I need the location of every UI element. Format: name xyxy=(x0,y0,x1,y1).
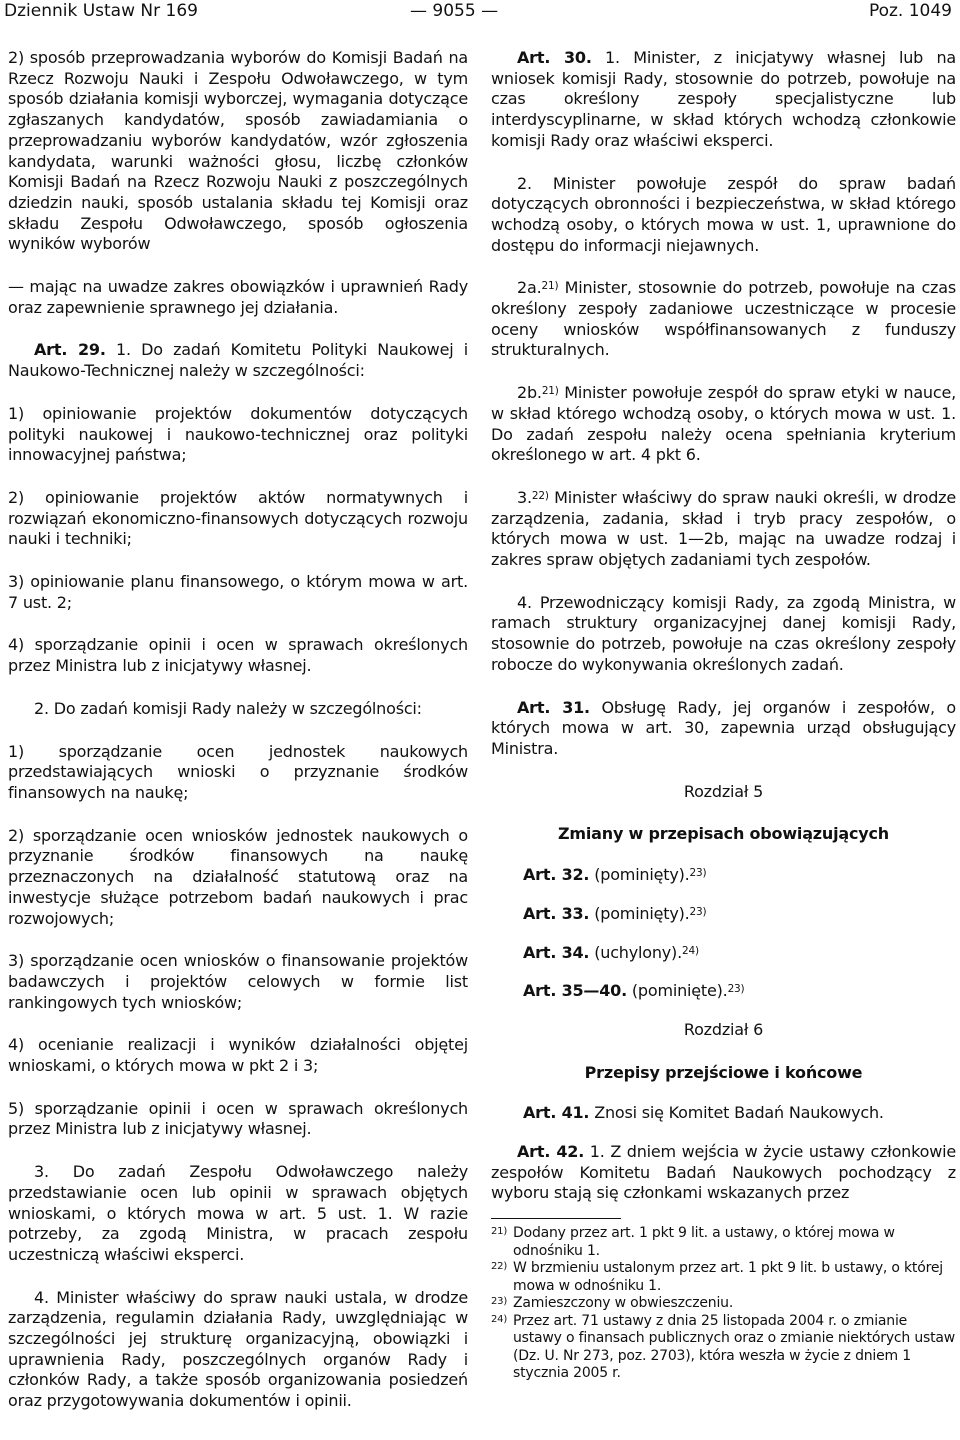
footnote-ref: 24) xyxy=(681,944,699,957)
article-31 xyxy=(491,698,956,760)
article-text: (uchylony). xyxy=(589,942,682,962)
article-41 xyxy=(523,1103,956,1124)
footnote xyxy=(491,1295,956,1313)
footnote xyxy=(491,1260,956,1295)
footnote-number: 21) xyxy=(491,1226,508,1238)
chapter-title: Zmiany w przepisach obowiązujących xyxy=(558,824,889,844)
article-text: Znosi się Komitet Badań Naukowych. xyxy=(589,1103,884,1123)
article-number: Art. 35—40. xyxy=(523,981,627,1001)
article-text: (pominięte). xyxy=(626,981,728,1001)
footnote-ref: 23) xyxy=(727,983,745,996)
footnote xyxy=(491,1225,956,1260)
footnote-ref: 21) xyxy=(541,385,559,398)
article-number: Art. 34. xyxy=(523,942,590,962)
paragraph: 2. Do zadań komisji Rady należy w szczególności: xyxy=(34,698,422,718)
list-item: 1) sporządzanie ocen jednostek naukowych przedstawiających wnioski o przyznanie środków finansowych na naukę; xyxy=(8,741,468,802)
paragraph-number: 2b. xyxy=(517,383,542,403)
footnote-ref: 21) xyxy=(541,280,559,293)
footnote-divider xyxy=(491,1218,621,1219)
article-text: Obsługę Rady, jej organów i zespołów, o których mowa w art. 30, zapewnia urząd obsługujący Ministra. xyxy=(491,697,956,758)
article-33 xyxy=(523,904,956,925)
list-item: 4) ocenianie realizacji i wyników działalności objętej wnioskami, o których mowa w pkt 2 i 3; xyxy=(8,1035,468,1076)
footnote-number: 22) xyxy=(491,1261,508,1273)
article-35-40 xyxy=(523,981,956,1002)
article-number: Art. 31. xyxy=(517,697,590,717)
article-number: Art. 41. xyxy=(523,1103,590,1123)
paragraph-text: Minister, stosownie do potrzeb, powołuje na czas określony zespoły zadaniowe uczestniczące w procesie oceny wniosków współfinansowanych z funduszy strukturalnych. xyxy=(491,278,956,360)
article-text: (pominięty). xyxy=(589,903,690,923)
article-30 xyxy=(491,48,956,152)
article-text: 1. Minister, z inicjatywy własnej lub na wniosek komisji Rady, stosownie do potrzeb, powołuje na czas określony zespoły specjalistyczne lub interdyscyplinarne, w skład których wchodzą członkowie komisji Rady oraz właściwi eksperci. xyxy=(491,48,956,150)
paragraph-text: Minister właściwy do spraw nauki określi, w drodze zarządzenia, zadania, skład i tryb pracy zespołów, o których mowa w ust. 1—2b, mając na uwadze rodzaj i zakres spraw objętych zadaniami tych zespołów. xyxy=(491,487,956,570)
paragraph-2b xyxy=(491,383,956,466)
chapter-title: Przepisy przejściowe i końcowe xyxy=(584,1062,863,1082)
paragraph: 2. Minister powołuje zespół do spraw badań dotyczących obronności i bezpieczeństwa, w skład którego wchodzą osoby, o których mowa w ust. 1, uprawnione do dostępu do informacji niejawnych. xyxy=(491,173,956,255)
list-item: 3) opiniowanie planu finansowego, o którym mowa w art. 7 ust. 2; xyxy=(8,572,468,612)
page-header xyxy=(0,0,960,32)
paragraph-3 xyxy=(491,488,956,571)
article-number: Art. 33. xyxy=(523,903,590,923)
paragraph-number: 2a. xyxy=(517,278,542,298)
footnote-ref: 23) xyxy=(689,905,707,918)
list-item: 5) sporządzanie opinii i ocen w sprawach określonych przez Ministra lub z inicjatywy własnej. xyxy=(8,1098,468,1139)
list-item: 4) sporządzanie opinii i ocen w sprawach określonych przez Ministra lub z inicjatywy własnej. xyxy=(8,635,468,676)
footnote-number: 23) xyxy=(491,1296,508,1308)
article-number: Art. 32. xyxy=(523,865,590,885)
right-column xyxy=(491,48,956,1383)
article-number: Art. 29. xyxy=(34,340,106,360)
footnote-ref: 23) xyxy=(689,867,707,880)
footnote xyxy=(491,1313,956,1383)
list-item: 1) opiniowanie projektów dokumentów dotyczących polityki naukowej i naukowo-technicznej oraz polityki innowacyjnej państwa; xyxy=(8,403,468,465)
footnote-text: Zamieszczony w obwieszczeniu. xyxy=(513,1295,734,1312)
chapter-number: Rozdział 5 xyxy=(683,781,764,801)
article-29 xyxy=(8,340,468,381)
footnote-text: Dodany przez art. 1 pkt 9 lit. a ustawy, o której mowa w odnośniku 1. xyxy=(513,1225,895,1259)
article-text: 1. Z dniem wejścia w życie ustawy członkowie zespołów Komitetu Badań Naukowych pochodzący z wyboru stają się członkami wskazanych przez xyxy=(491,1142,956,1203)
list-item: 3) sporządzanie ocen wniosków o finansowanie projektów badawczych i projektów celowych w formie list rankingowych tych wniosków; xyxy=(8,951,468,1012)
footnote-number: 24) xyxy=(491,1313,508,1325)
paragraph-text: Minister powołuje zespół do spraw etyki w nauce, w skład którego wchodzą osoby, o których mowa w ust. 1. Do zadań zespołu należy ocena spełniania kryterium określonego w art. 4 pkt 6. xyxy=(491,383,956,465)
article-42 xyxy=(491,1142,956,1204)
paragraph: — mając na uwadze zakres obowiązków i uprawnień Rady oraz zapewnienie sprawnego jej działania. xyxy=(8,277,468,317)
position-number: Poz. 1049 xyxy=(868,1,952,21)
paragraph: 4. Przewodniczący komisji Rady, za zgodą Ministra, w ramach struktury organizacyjnej danej komisji Rady, stosownie do potrzeb, powołuje na czas określony zespoły robocze do wykonywania określonych zadań. xyxy=(491,592,956,674)
article-text: 1. Do zadań Komitetu Polityki Naukowej i Naukowo-Technicznej należy w szczególności: xyxy=(8,340,468,381)
article-text: (pominięty). xyxy=(589,865,690,885)
chapter-number: Rozdział 6 xyxy=(683,1019,764,1039)
footnote-ref: 22) xyxy=(531,489,549,502)
article-34 xyxy=(523,943,956,964)
footnote-text: W brzmieniu ustalonym przez art. 1 pkt 9 lit. b ustawy, o której mowa w odnośniku 1. xyxy=(513,1260,943,1294)
paragraph: 4. Minister właściwy do spraw nauki ustala, w drodze zarządzenia, regulamin działania Rady, uwzględniając w szczególności jej strukturę organizacyjną, obowiązki i uprawnienia Rady, poszczególnych organów Rady i członków Rady, a także sposób organizowania posiedzeń oraz przygotowywania dokumentów i opinii. xyxy=(8,1287,468,1411)
list-item: 2) sporządzanie ocen wniosków jednostek naukowych o przyznanie środków finansowych na naukę przeznaczonych na działalność statutową oraz na inwestycje służące potrzebom badań naukowych i prac rozwojowych; xyxy=(8,825,468,928)
journal-title: Dziennik Ustaw Nr 169 xyxy=(4,1,198,21)
paragraph-number: 3. xyxy=(517,487,532,507)
list-item: 2) opiniowanie projektów aktów normatywnych i rozwiązań ekonomiczno-finansowych dotyczących rozwoju nauki i techniki; xyxy=(8,487,468,549)
article-number: Art. 30. xyxy=(517,48,592,67)
footnote-text: Przez art. 71 ustawy z dnia 25 listopada 2004 r. o zmianie ustawy o finansach publicznych oraz o zmianie niektórych ustaw (Dz. U. Nr 273, poz. 2703), która weszła w życie z dniem 1 stycznia 2005 r. xyxy=(513,1312,956,1382)
left-column xyxy=(8,48,468,1434)
article-32 xyxy=(523,865,956,886)
paragraph: 3. Do zadań Zespołu Odwoławczego należy przedstawianie ocen lub opinii w sprawach objętych wnioskami, o których mowa w art. 5 ust. 1. W razie potrzeby, za zgodą Ministra, w pracach zespołu uczestniczą właściwi eksperci. xyxy=(8,1162,468,1264)
article-number: Art. 42. xyxy=(517,1142,585,1162)
paragraph-2a xyxy=(491,278,956,361)
page-number: — 9055 — xyxy=(410,1,499,21)
paragraph: 2) sposób przeprowadzania wyborów do Komisji Badań na Rzecz Rozwoju Nauki i Zespołu Odwoławczego, w tym sposób działania komisji wyborczej, wymagania dotyczące zgłaszanych kandydatów, sposób zawiadamiania o przeprowadzaniu wyborów kandydatów, wzór zgłoszenia kandydata, warunki ważności głosu, liczbę członków Komisji Badań na Rzecz Rozwoju Nauki z poszczególnych dziedzin nauki, sposób ustalania składu tej Komisji oraz składu Zespołu Odwoławczego, sposób ogłoszenia wyników wyborów xyxy=(8,48,468,254)
